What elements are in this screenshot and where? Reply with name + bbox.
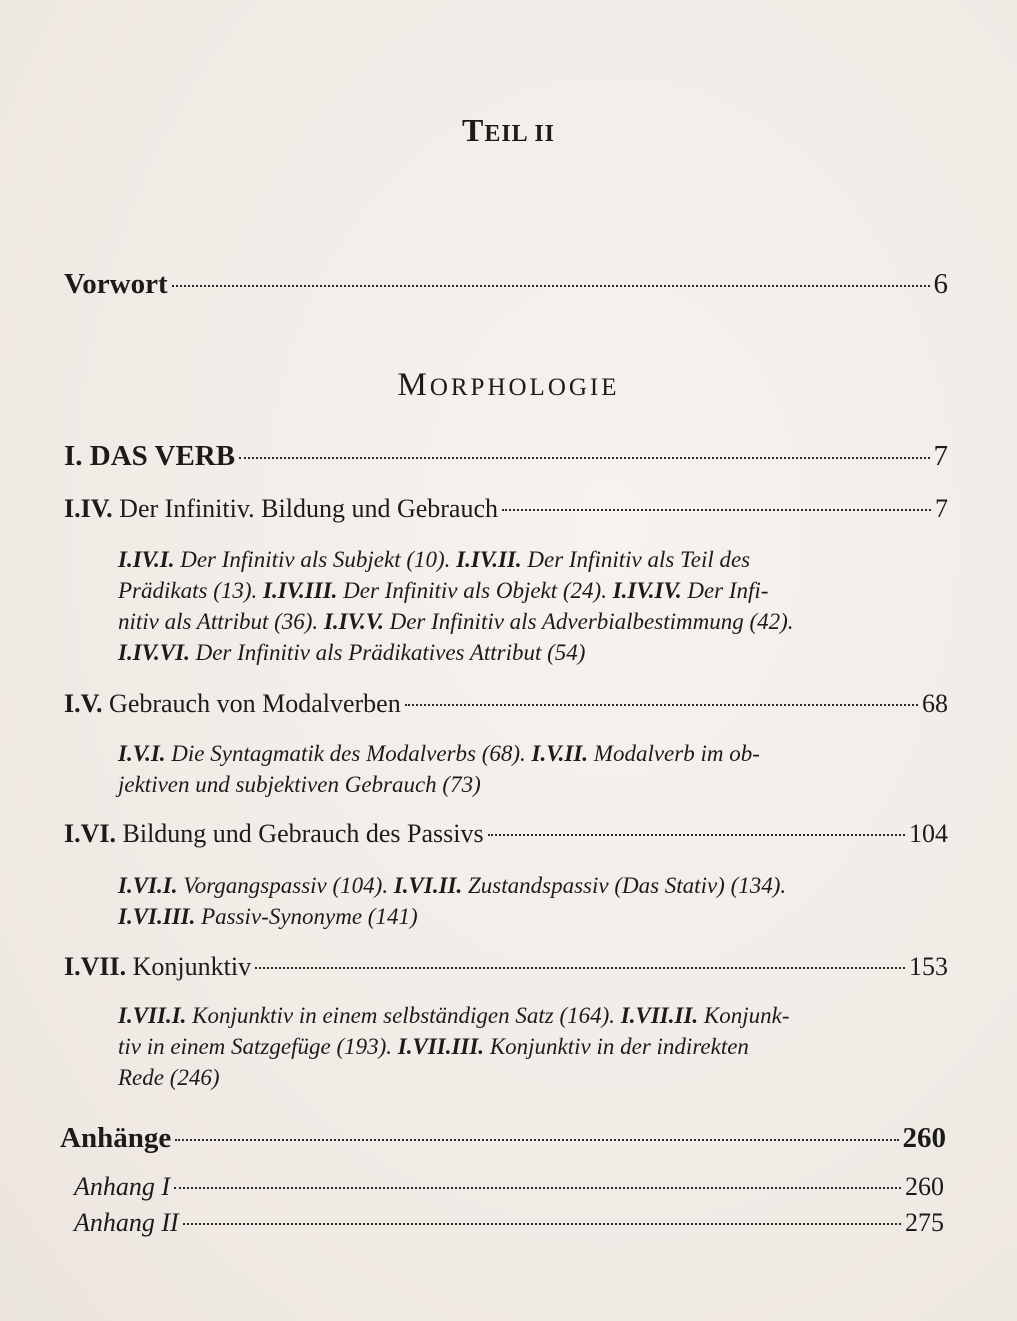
subentry-line xyxy=(118,1062,898,1093)
subentry-number: I.IV.IV. xyxy=(612,578,682,603)
subentry-text: tiv in einem Satzgefüge (193). xyxy=(118,1034,398,1059)
section-heading-rest: ORPHOLOGIE xyxy=(429,374,620,401)
subentry-text: Die Syntagmatik des Modalverbs (68). xyxy=(165,741,532,766)
subentries-block xyxy=(118,1000,898,1093)
subentry-text: Der Infinitiv als Objekt (24). xyxy=(337,578,613,603)
toc-label-appendix: Anhänge xyxy=(60,1122,172,1154)
subentry-text: Der Infinitiv als Subjekt (10). xyxy=(174,547,457,572)
dot-leader xyxy=(172,285,930,287)
subentry-number: I.VI.III. xyxy=(118,904,196,929)
toc-row-entry[interactable] xyxy=(64,819,948,849)
subentry-line xyxy=(118,901,898,932)
toc-label-preface: Vorwort xyxy=(64,268,168,300)
subentry-text: Konjunktiv in der indirekten xyxy=(484,1034,749,1059)
toc-page-entry: 153 xyxy=(909,952,948,981)
subentry-text: Prädikats (13). xyxy=(118,578,264,603)
subentry-text: Konjunktiv in einem selbständigen Satz (164). xyxy=(186,1003,621,1028)
section-heading xyxy=(0,367,1017,404)
dot-leader xyxy=(255,967,905,969)
dot-leader xyxy=(502,509,931,511)
subentry-number: I.IV.I. xyxy=(118,547,175,572)
subentry-number: I.VI.I. xyxy=(118,873,178,898)
subentry-text: Rede (246) xyxy=(118,1065,220,1090)
part-title-rest: EIL II xyxy=(484,121,556,147)
toc-row-appendix[interactable] xyxy=(60,1122,946,1155)
part-title xyxy=(0,112,1017,149)
toc-page-appendix: 260 xyxy=(902,1122,946,1154)
entry-number: I.VI. xyxy=(64,819,117,848)
subentry-number: I.VII.II. xyxy=(620,1003,699,1028)
subentry-line xyxy=(118,1000,898,1031)
dot-leader xyxy=(239,457,929,459)
toc-row-appendix-item[interactable] xyxy=(74,1208,944,1238)
toc-label-chapter: I. DAS VERB xyxy=(64,440,236,472)
section-heading-initial: M xyxy=(397,367,430,403)
entry-number: I.VII. xyxy=(64,952,127,981)
dot-leader xyxy=(175,1139,898,1141)
toc-page-preface: 6 xyxy=(933,268,948,300)
subentry-line xyxy=(118,575,898,606)
dot-leader xyxy=(405,704,918,706)
subentry-text: Der Infinitiv als Teil des xyxy=(521,547,751,572)
part-title-initial: T xyxy=(461,112,485,148)
entry-title: Der Infinitiv. Bildung und Gebrauch xyxy=(112,494,499,523)
subentry-line xyxy=(118,870,898,901)
toc-page-entry: 104 xyxy=(909,819,948,848)
subentries-block xyxy=(118,544,898,668)
subentry-text: Der Infi- xyxy=(681,578,769,603)
subentry-text: Der Infinitiv als Adverbialbestimmung (42). xyxy=(383,609,794,634)
toc-row-preface[interactable] xyxy=(64,268,948,301)
subentry-number: I.VI.II. xyxy=(393,873,463,898)
subentry-number: I.VII.I. xyxy=(118,1003,187,1028)
toc-row-entry[interactable] xyxy=(64,689,948,719)
entry-title: Gebrauch von Modalverben xyxy=(102,689,401,718)
dot-leader xyxy=(174,1187,901,1189)
subentry-line xyxy=(118,738,898,769)
subentry-number: I.V.I. xyxy=(118,741,166,766)
toc-row-entry[interactable] xyxy=(64,952,948,982)
subentry-text: Modalverb im ob- xyxy=(588,741,760,766)
subentries-block xyxy=(118,870,898,932)
toc-page-entry: 7 xyxy=(935,494,948,523)
subentry-number: I.IV.III. xyxy=(263,578,338,603)
toc-row-entry[interactable] xyxy=(64,494,948,524)
dot-leader xyxy=(488,834,905,836)
dot-leader xyxy=(183,1223,901,1225)
subentry-number: I.IV.VI. xyxy=(118,640,190,665)
toc-label-entry xyxy=(64,689,401,719)
subentry-number: I.VII.III. xyxy=(397,1034,485,1059)
toc-page-chapter: 7 xyxy=(933,440,948,472)
subentry-number: I.IV.II. xyxy=(456,547,522,572)
toc-label-appendix-item: Anhang I xyxy=(74,1172,171,1201)
subentry-text: Zustandspassiv (Das Stativ) (134). xyxy=(462,873,787,898)
toc-row-chapter[interactable] xyxy=(64,440,948,473)
subentry-text: Passiv-Synonyme (141) xyxy=(195,904,418,929)
entry-title: Bildung und Gebrauch des Passivs xyxy=(116,819,484,848)
subentry-number: I.V.II. xyxy=(531,741,589,766)
toc-page-appendix-item: 260 xyxy=(905,1172,944,1201)
subentry-text: Konjunk- xyxy=(698,1003,790,1028)
subentry-line xyxy=(118,544,898,575)
toc-page-appendix-item: 275 xyxy=(905,1208,944,1237)
subentry-line xyxy=(118,606,898,637)
entry-number: I.V. xyxy=(64,689,103,718)
subentry-number: I.IV.V. xyxy=(323,609,384,634)
toc-label-entry xyxy=(64,494,498,524)
subentry-line xyxy=(118,1031,898,1062)
subentries-block xyxy=(118,738,898,800)
entry-number: I.IV. xyxy=(64,494,113,523)
toc-row-appendix-item[interactable] xyxy=(74,1172,944,1202)
subentry-text: Vorgangspassiv (104). xyxy=(177,873,394,898)
entry-title: Konjunktiv xyxy=(126,952,252,981)
subentry-line xyxy=(118,769,898,800)
subentry-line xyxy=(118,637,898,668)
toc-label-entry xyxy=(64,952,251,982)
toc-label-entry xyxy=(64,819,484,849)
subentry-text: nitiv als Attribut (36). xyxy=(118,609,324,634)
toc-label-appendix-item: Anhang II xyxy=(74,1208,179,1237)
subentry-text: jektiven und subjektiven Gebrauch (73) xyxy=(118,772,481,797)
subentry-text: Der Infinitiv als Prädikatives Attribut (54) xyxy=(189,640,586,665)
toc-page-entry: 68 xyxy=(922,689,948,718)
